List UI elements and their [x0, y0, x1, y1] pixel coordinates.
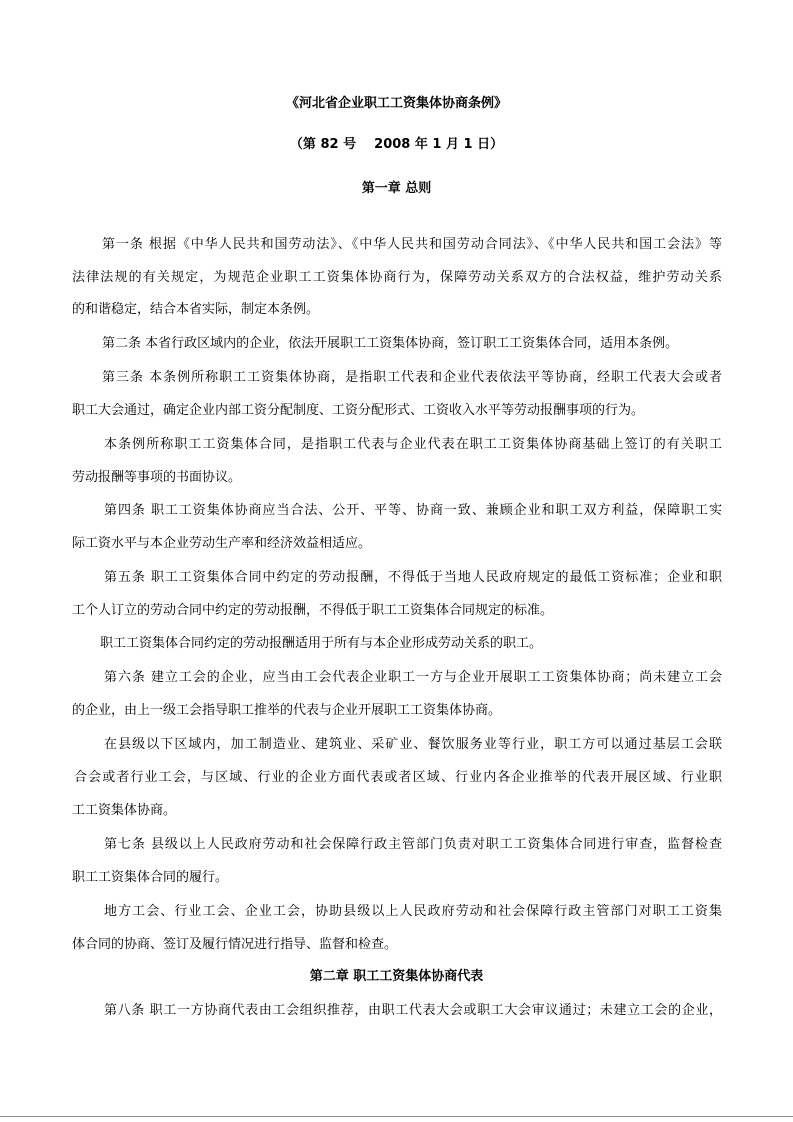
paragraph-line: 第三条 本条例所称职工工资集体协商，是指职工代表和企业代表依法平等协商，经职工代表大会或者: [102, 370, 722, 385]
page-bottom-divider: [0, 1116, 793, 1117]
paragraph-line: 际工资水平与本企业劳动生产率和经济效益相适应。: [72, 536, 372, 551]
paragraph-line: 职工大会通过，确定企业内部工资分配制度、工资分配形式、工资收入水平等劳动报酬事项的行为。: [72, 403, 645, 418]
paragraph-line: 第五条 职工工资集体合同中约定的劳动报酬，不得低于当地人民政府规定的最低工资标准；企业和职: [104, 570, 722, 585]
paragraph-line: 第七条 县级以上人民政府劳动和社会保障行政主管部门负责对职工工资集体合同进行审查，监督检查: [104, 837, 722, 852]
paragraph-line: 第二条 本省行政区域内的企业，依法开展职工工资集体协商，签订职工工资集体合同，适用本条例。: [102, 336, 679, 351]
paragraph-line: 的和谐稳定，结合本省实际，制定本条例。: [72, 302, 320, 317]
paragraph-line: 地方工会、行业工会、企业工会，协助县级以上人民政府劳动和社会保障行政主管部门对职工工资集: [104, 904, 722, 919]
chapter-heading-1: 第一章 总则: [361, 181, 432, 196]
paragraph-line: 法律法规的有关规定，为规范企业职工工资集体协商行为，保障劳动关系双方的合法权益，维护劳动关系: [72, 270, 722, 285]
paragraph-line: 本条例所称职工工资集体合同，是指职工代表与企业代表在职工工资集体协商基础上签订的有关职工: [104, 437, 722, 452]
paragraph-line: 合会或者行业工会，与区域、行业的企业方面代表或者区域、行业内各企业推举的代表开展区域、行业职: [74, 770, 722, 785]
document-title: 《河北省企业职工工资集体协商条例》: [285, 96, 507, 111]
paragraph-line: 工工资集体协商。: [72, 803, 177, 818]
paragraph-line: 第六条 建立工会的企业，应当由工会代表企业职工一方与企业开展职工工资集体协商；尚未建立工会: [104, 670, 722, 685]
paragraph-line: 第一条 根据《中华人民共和国劳动法》、《中华人民共和国劳动合同法》、《中华人民共和国工会法》等: [102, 237, 722, 252]
paragraph-line: 的企业，由上一级工会指导职工推举的代表与企业开展职工工资集体协商。: [72, 703, 502, 718]
paragraph-line: 职工工资集体合同的履行。: [72, 870, 229, 885]
document-subtitle: （第 82 号 2008 年 1 月 1 日）: [289, 137, 504, 152]
paragraph-line: 劳动报酬等事项的书面协议。: [72, 470, 242, 485]
paragraph-line: 第八条 职工一方协商代表由工会组织推荐，由职工代表大会或职工大会审议通过；未建立工会的企业，: [104, 1003, 722, 1018]
paragraph-line: 第四条 职工工资集体协商应当合法、公开、平等、协商一致、兼顾企业和职工双方利益，保障职工实: [104, 503, 722, 518]
chapter-heading-2: 第二章 职工工资集体协商代表: [309, 969, 484, 984]
paragraph-line: 体合同的协商、签订及履行情况进行指导、监督和检查。: [72, 937, 398, 952]
paragraph-line: 职工工资集体合同约定的劳动报酬适用于所有与本企业形成劳动关系的职工。: [100, 636, 543, 651]
paragraph-line: 在县级以下区域内，加工制造业、建筑业、采矿业、餐饮服务业等行业，职工方可以通过基层工会联: [104, 737, 722, 752]
paragraph-line: 工个人订立的劳动合同中约定的劳动报酬，不得低于职工工资集体合同规定的标准。: [72, 603, 554, 618]
